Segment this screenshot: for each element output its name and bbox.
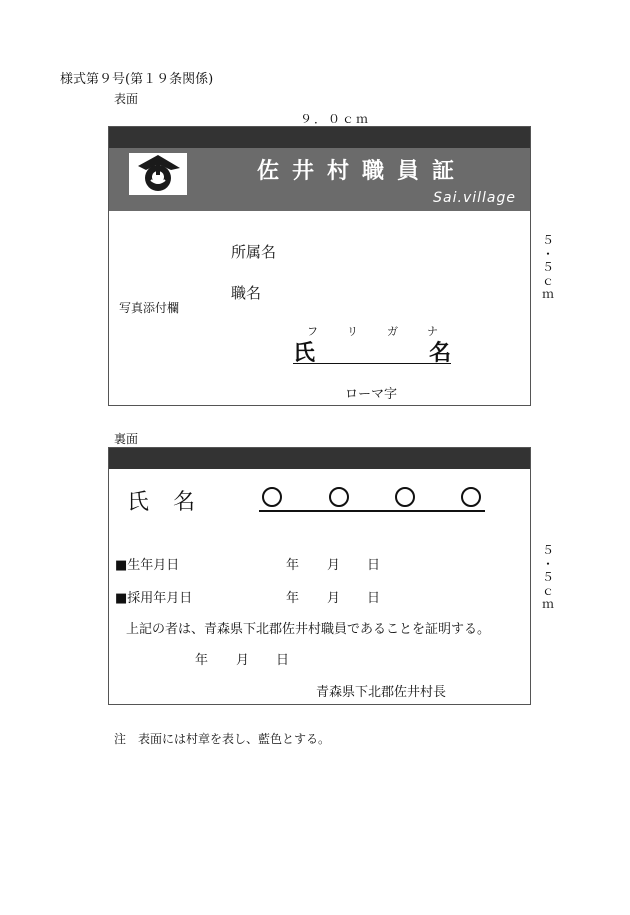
id-card-front [108, 126, 531, 406]
romaji-label: ローマ字 [345, 387, 398, 402]
front-label: 表面 [114, 92, 139, 106]
name-label-char-2: 名 [173, 490, 196, 515]
name-placeholder-circle [395, 487, 415, 507]
furigana-4: ナ [427, 325, 438, 338]
issue-month: 月 [236, 653, 250, 668]
name-label-char-2: 名 [429, 341, 452, 366]
furigana-2: リ [347, 325, 358, 338]
name-label-char-1: 氏 [127, 490, 150, 515]
name-underline [293, 363, 451, 364]
certification-text: 上記の者は、青森県下北郡佐井村職員であることを証明する。 [126, 622, 491, 637]
card-title-band [109, 148, 530, 211]
birth-date-label: ■生年月日 [115, 558, 180, 573]
birth-month: 月 [327, 558, 341, 573]
name-placeholder-circle [262, 487, 282, 507]
back-height-label: ５ ・ ５ ｃ ｍ [542, 543, 555, 611]
name-label-char-1: 氏 [293, 341, 316, 366]
card-top-bar [109, 448, 530, 469]
photo-area-label: 写真添付欄 [119, 301, 180, 315]
birth-day: 日 [367, 558, 381, 573]
furigana-3: ガ [387, 325, 398, 338]
hire-date-label: ■採用年月日 [115, 591, 193, 606]
department-label: 所属名 [231, 243, 277, 261]
footnote: 注 表面には村章を表し、藍色とする。 [114, 732, 331, 746]
form-number: 様式第９号(第１９条関係) [60, 72, 214, 87]
front-height-label: ５ ・ ５ ｃ ｍ [542, 233, 555, 301]
hire-month: 月 [327, 591, 341, 606]
furigana-1: フ [307, 325, 318, 338]
card-title: 佐井村職員証 [257, 158, 468, 184]
hire-year: 年 [286, 591, 300, 606]
name-placeholder-circle [329, 487, 349, 507]
issuer-name: 青森県下北郡佐井村長 [316, 685, 447, 700]
name-underline [259, 510, 485, 512]
id-card-back [108, 447, 531, 705]
issue-year: 年 [195, 653, 209, 668]
birth-year: 年 [286, 558, 300, 573]
job-title-label: 職名 [231, 284, 262, 302]
hire-day: 日 [367, 591, 381, 606]
village-emblem-icon [129, 153, 187, 195]
width-label: ９．０ｃｍ [300, 112, 371, 126]
back-label: 裏面 [114, 432, 139, 446]
issue-day: 日 [276, 653, 290, 668]
name-placeholder-circle [461, 487, 481, 507]
card-top-bar [109, 127, 530, 148]
card-subtitle: Sai.village [433, 190, 516, 206]
